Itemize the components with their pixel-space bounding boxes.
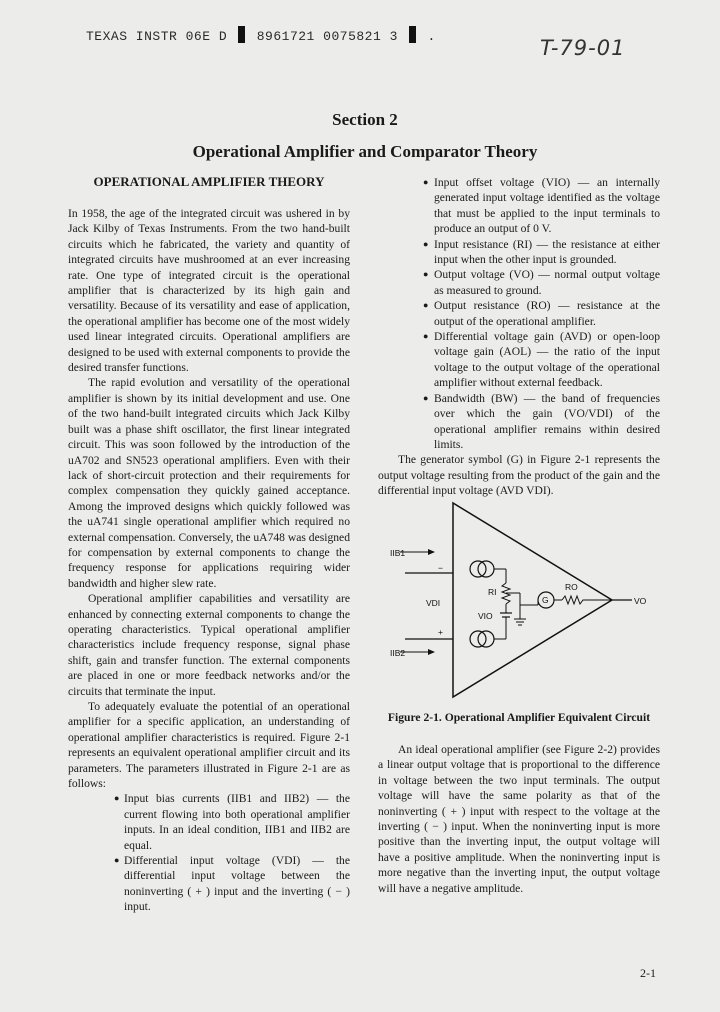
- list-item: ● Input resistance (RI) — the resistance at either input when the other input is grounded.: [378, 237, 660, 268]
- ideal-opamp-paragraph: [378, 742, 660, 896]
- generator-paragraph: The generator symbol (G) in Figure 2-1 represents the output voltage resulting from the product of the gain and the differential input voltage (AVD VDI).: [378, 453, 660, 498]
- minus-sign: −: [438, 563, 443, 573]
- paragraph: The rapid evolution and versatility of the operational amplifier is shown by its initial development and use. One of the two hand-built integrated circuits which Jack Kilby built was a phase shift oscillator, the first linear integrated circuit. This was soon followed by the introduction of the uA702 and SN523 operational amplifiers. Even with their lack of short-circuit protection and their requirements for complex compensation they quickly gained acceptance. Among the improved designs which quickly followed was the uA741 single operational amplifier which required no external compensation. Conversely, the uA748 was designed for compensation by external components to change the frequency response for applications requiring wider bandwidth and higher slew rate.: [68, 376, 350, 590]
- handwritten-note: T-79-01: [540, 36, 626, 60]
- left-column: [68, 206, 350, 915]
- vo-label: VO: [634, 596, 647, 606]
- paragraph: Operational amplifier capabilities and versatility are enhanced by connecting external components to change the operating characteristics. Typical operational amplifier characteristics include frequency response, signal phase shift, gain and transfer function. The external components are placed in one or more feedback networks and/or the circuits that terminate the input.: [68, 592, 350, 698]
- section-label: Section 2: [332, 110, 398, 129]
- plus-sign: +: [438, 627, 443, 637]
- iib2-arrowhead: [428, 649, 435, 655]
- scan-header: [86, 26, 436, 44]
- paragraph: In 1958, the age of the integrated circuit was ushered in by Jack Kilby of Texas Instruments. From the two hand-built circuits which he fabricated, the variety and quantity of integrated circuits have mushroomed at an ever increasing rate. One type of integrated circuit is the operational amplifier that is characterized by its high gain and versatility. Because of its versatility and ease of application, the operational amplifier has become one of the most widely used linear integrated circuits. Operational amplifiers are designed to be used with external components to provide the desired transfer functions.: [68, 207, 350, 375]
- iib1-label: IIB1: [390, 548, 406, 558]
- header-bar: [238, 26, 245, 43]
- parameter-list: [68, 791, 350, 914]
- parameter-list: [378, 175, 660, 452]
- paragraph: To adequately evaluate the potential of an operational amplifier for a specific application, an understanding of operational amplifier characteristics is required. Figure 2-1 represents an equivalent operational amplifier circuit and its parameters. The parameters illustrated in Figure 2-1 are as follows:: [68, 700, 350, 791]
- list-item: ● Bandwidth (BW) — the band of frequencies over which the gain (VO/VDI) of the operational amplifier remains within desired limits.: [378, 391, 660, 453]
- figure-caption: Figure 2-1. Operational Amplifier Equivalent Circuit: [387, 711, 651, 724]
- iib1-arrowhead: [428, 549, 435, 555]
- iib2-label: IIB2: [390, 648, 406, 658]
- list-item: ● Output voltage (VO) — normal output voltage as measured to ground.: [378, 267, 660, 298]
- header-tail: .: [427, 29, 436, 44]
- ro-label: RO: [565, 582, 578, 592]
- header-codes: 8961721 0075821 3: [256, 29, 398, 44]
- vio-label: VIO: [478, 611, 493, 621]
- page-number: 2-1: [640, 966, 656, 980]
- header-bar: [409, 26, 416, 43]
- ro-resistor: [562, 596, 612, 604]
- list-item: ● Input offset voltage (VIO) — an internally generated input voltage identified as the voltage that must be applied to the input terminals to produce an output of 0 V.: [378, 175, 660, 237]
- paragraph: An ideal operational amplifier (see Figure 2-2) provides a linear output voltage that is proportional to the difference in voltage between the two input terminals. The output voltage will have the same polarity as that of the noninverting ( + ) input with respect to the voltage at the inverting ( − ) input. When the noninverting input is more positive than the inverting input, the output voltage will have a positive amplitude. When the noninverting input is more negative than the inverting input, the output voltage will have a negative amplitude.: [378, 743, 660, 895]
- g-label: G: [542, 595, 549, 605]
- list-item: ● Differential voltage gain (AVD) or open-loop voltage gain (AOL) — the ratio of the input voltage to the output voltage of the operational amplifier without external feedback.: [378, 329, 660, 391]
- list-item: ● Input bias currents (IIB1 and IIB2) — the current flowing into both operational amplifier inputs. In an ideal condition, IIB1 and IIB2 are equal.: [68, 791, 350, 853]
- page-title: Operational Amplifier and Comparator Theory: [192, 142, 538, 161]
- vdi-label: VDI: [426, 598, 441, 608]
- list-item: ● Differential input voltage (VDI) — the differential input voltage between the noninverting ( + ) input and the inverting ( − ) input.: [68, 853, 350, 915]
- list-item: ● Output resistance (RO) — resistance at the output of the operational amplifier.: [378, 298, 660, 329]
- ri-label: RI: [488, 587, 497, 597]
- equivalent-circuit-figure: [380, 495, 660, 705]
- left-column-heading: OPERATIONAL AMPLIFIER THEORY: [93, 174, 325, 189]
- right-column: [378, 175, 660, 499]
- header-left: TEXAS INSTR 06E D: [86, 29, 228, 44]
